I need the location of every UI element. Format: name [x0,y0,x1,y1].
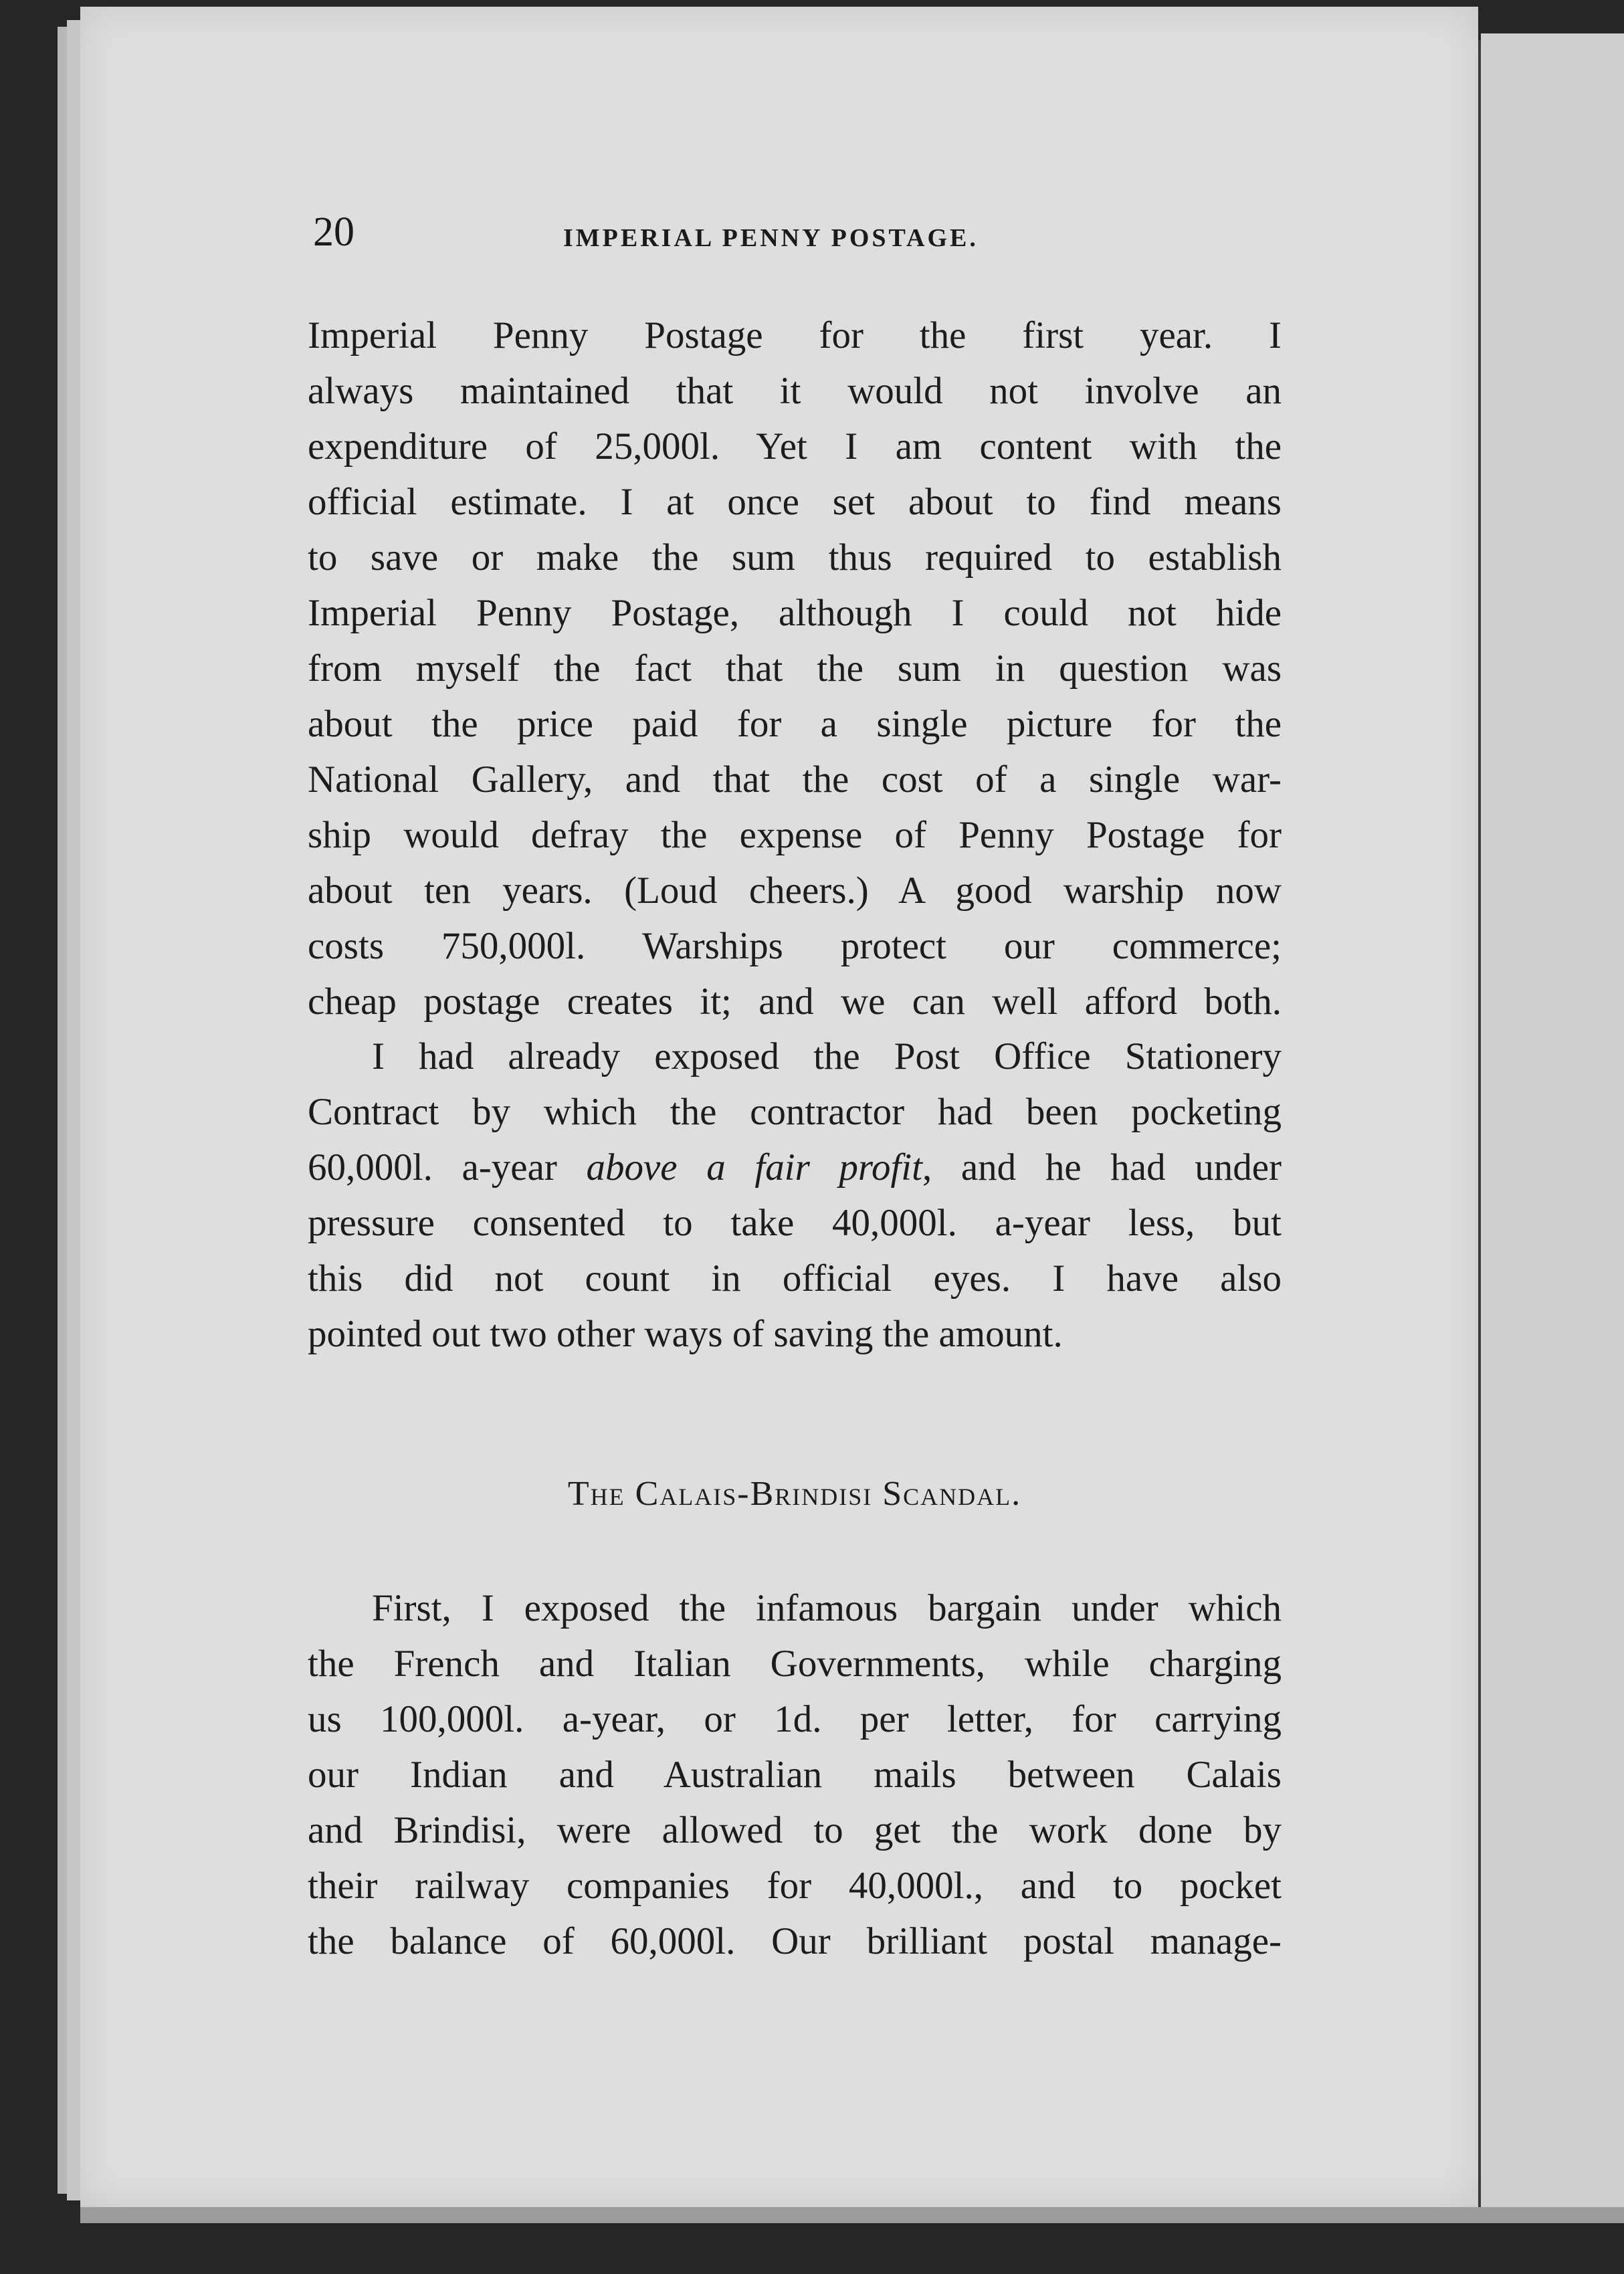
text-line: pressure consented to take 40,000l. a-year less, but [308,1202,1282,1244]
paragraph-3 [308,1580,1282,1969]
text-run: , and he had under [922,1146,1282,1188]
text-line: I had already exposed the Post Office Stationery [372,1035,1282,1077]
text-line: this did not count in official eyes. I have also [308,1257,1282,1300]
text-line: First, I exposed the infamous bargain under which [372,1587,1282,1629]
section-heading: The Calais-Brindisi Scandal. [567,1475,1022,1513]
text-line: costs 750,000l. Warships protect our commerce; [308,925,1282,967]
text-line: pointed out two other ways of saving the amount. [308,1313,1063,1355]
text-line: to save or make the sum thus required to establish [308,536,1282,579]
paragraph-2 [308,1029,1282,1362]
text-line: ship would defray the expense of Penny Postage for [308,814,1282,856]
text-line: Imperial Penny Postage for the first year. I [308,314,1282,356]
text-line: Imperial Penny Postage, although I could not hide [308,592,1282,634]
text-line [308,1140,1282,1195]
text-line: official estimate. I at once set about to find means [308,481,1282,523]
text-line: cheap postage creates it; and we can well afford both. [308,980,1282,1023]
text-line: us 100,000l. a-year, or 1d. per letter, for carrying [308,1698,1282,1740]
page-bottom-edge [80,2207,1624,2223]
facing-page [1481,33,1624,2220]
text-line: expenditure of 25,000l. Yet I am content with the [308,425,1282,468]
text-run: 60,000l. a-year [308,1146,587,1188]
text-line: from myself the fact that the sum in question was [308,647,1282,690]
text-line: and Brindisi, were allowed to get the work done by [308,1809,1282,1851]
text-line: our Indian and Australian mails between Calais [308,1754,1282,1796]
text-line: Contract by which the contractor had been pocketing [308,1091,1282,1133]
running-title: IMPERIAL PENNY POSTAGE. [563,224,979,252]
page-number: 20 [313,209,354,255]
text-line: always maintained that it would not involve an [308,370,1282,412]
text-line: the French and Italian Governments, while charging [308,1643,1282,1685]
text-line: their railway companies for 40,000l., and to pocket [308,1865,1282,1907]
running-header [313,201,1290,274]
italic-text: above a fair profit [586,1146,922,1188]
text-line: the balance of 60,000l. Our brilliant postal manage- [308,1920,1282,1962]
text-line: about the price paid for a single picture for the [308,703,1282,745]
text-line: National Gallery, and that the cost of a single war- [308,758,1282,801]
text-line: about ten years. (Loud cheers.) A good warship now [308,869,1282,912]
paragraph-1 [308,308,1282,1029]
